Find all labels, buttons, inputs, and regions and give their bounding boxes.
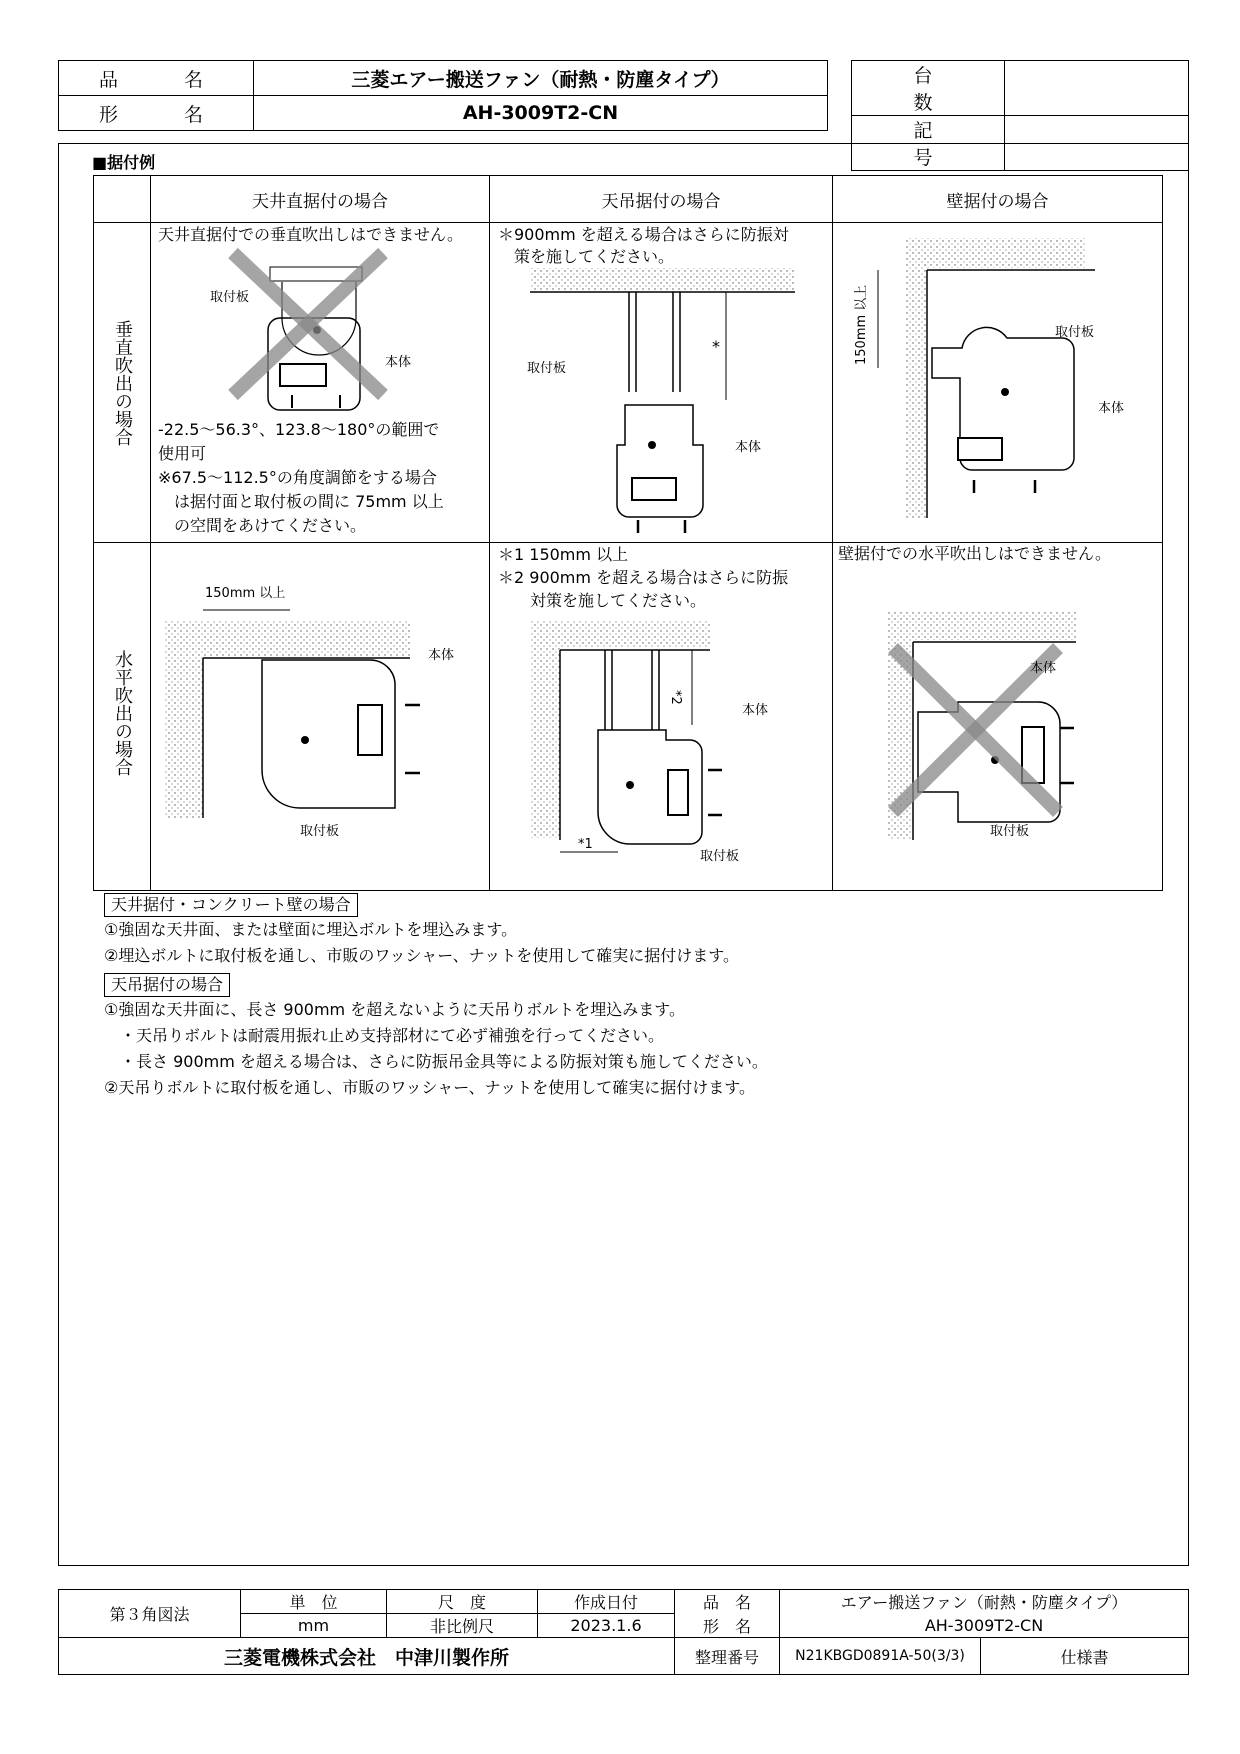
instructions (104, 893, 768, 1101)
r1c1-line: は据付面と取付板の間に 75mm 以上 (158, 492, 444, 511)
label-dim-150: 150mm 以上 (854, 284, 869, 365)
label-mounting-plate: 取付板 (990, 824, 1030, 839)
col-header-suspended: 天吊据付の場合 (490, 176, 833, 223)
r1c1-line: 使用可 (158, 444, 207, 463)
label-body: 本体 (742, 703, 769, 718)
footer-ref-value: N21KBGD0891A-50(3/3) (780, 1638, 981, 1675)
label-dim-150: 150mm 以上 (205, 586, 286, 601)
instruction-box-suspended: 天吊据付の場合 (104, 973, 230, 997)
instruction-line: ①強固な天井面に、長さ 900mm を超えないように天吊りボルトを埋込みます。 (104, 1000, 685, 1019)
diagram-ceiling-horizontal (165, 586, 454, 839)
col-header-wall: 壁据付の場合 (833, 176, 1163, 223)
model-label: 形 名 (59, 96, 254, 131)
footer-unit-label: 単 位 (241, 1590, 387, 1614)
footer-scale-value: 非比例尺 (387, 1614, 538, 1638)
label-body: 本体 (1098, 401, 1125, 416)
label-body: 本体 (385, 355, 412, 370)
label-star: * (712, 337, 720, 356)
count-label: 台 数 (852, 61, 1005, 116)
label-mounting-plate: 取付板 (210, 290, 250, 305)
label-mounting-plate: 取付板 (700, 849, 740, 864)
footer-projection: 第３角図法 (59, 1590, 241, 1638)
model-value: AH-3009T2-CN (254, 96, 828, 131)
instruction-box-ceiling: 天井据付・コンクリート壁の場合 (104, 893, 358, 917)
footer-model-label: 形 名 (675, 1614, 780, 1638)
row-header-vertical-text: 垂直吹出の場合 (112, 320, 133, 446)
product-name-label: 品 名 (59, 61, 254, 96)
diagram-suspended-vertical (527, 268, 795, 533)
diagram-suspended-horizontal (530, 620, 768, 864)
r2c3-note: 壁据付での水平吹出しはできません。 (838, 544, 1111, 563)
r1c1-line: -22.5～56.3°、123.8～180°の範囲で (158, 420, 440, 439)
product-name-value: 三菱エアー搬送ファン（耐熱・防塵タイプ） (254, 61, 828, 96)
instruction-line: ・長さ 900mm を超える場合は、さらに防振吊金具等による防振対策も施してください。 (104, 1052, 768, 1071)
diagram-ceiling-vertical (210, 253, 411, 410)
r1c1-line: ※67.5～112.5°の角度調節をする場合 (158, 468, 437, 487)
col-header-ceiling: 天井直据付の場合 (151, 176, 490, 223)
r1c2-line: 策を施してください。 (498, 247, 675, 266)
footer-model-value: AH-3009T2-CN (780, 1614, 1189, 1638)
r1c1-line: の空間をあけてください。 (158, 516, 367, 535)
footer-date-value: 2023.1.6 (538, 1614, 675, 1638)
row-header-horizontal-text: 水平吹出の場合 (112, 650, 133, 776)
r2c2-line: ＊1 150mm 以上 (498, 545, 629, 564)
instruction-line: ②埋込ボルトに取付板を通し、市販のワッシャー、ナットを使用して確実に据付けます。 (104, 946, 739, 965)
diagram-wall-horizontal (888, 612, 1076, 840)
r2c2-line: ＊2 900mm を超える場合はさらに防振 (498, 568, 789, 587)
label-body: 本体 (1030, 661, 1057, 676)
label-mounting-plate: 取付板 (527, 361, 567, 376)
footer-table (58, 1589, 1189, 1675)
r1c2-line: ＊900mm を超える場合はさらに防振対 (498, 225, 789, 244)
diagram-wall-vertical (854, 238, 1124, 518)
instruction-line: ①強固な天井面、または壁面に埋込ボルトを埋込みます。 (104, 920, 518, 939)
footer-name-label: 品 名 (675, 1590, 780, 1614)
footer-unit-value: mm (241, 1614, 387, 1638)
section-title: ■据付例 (92, 153, 156, 172)
footer-ref-label: 整理番号 (675, 1638, 780, 1675)
footer-company: 三菱電機株式会社 中津川製作所 (59, 1638, 675, 1675)
footer-doc-type: 仕様書 (981, 1638, 1189, 1675)
label-star1: *1 (578, 837, 593, 852)
instruction-line: ②天吊りボルトに取付板を通し、市販のワッシャー、ナットを使用して確実に据付けます。 (104, 1078, 755, 1097)
label-star2: *2 (668, 690, 683, 705)
instruction-line: ・天吊りボルトは耐震用振れ止め支持部材にて必ず補強を行ってください。 (104, 1026, 665, 1045)
label-body: 本体 (735, 440, 762, 455)
footer-date-label: 作成日付 (538, 1590, 675, 1614)
label-mounting-plate: 取付板 (1055, 325, 1095, 340)
footer-name-value: エアー搬送ファン（耐熱・防塵タイプ） (780, 1590, 1189, 1614)
r1c1-note-top: 天井直据付での垂直吹出しはできません。 (158, 225, 463, 244)
label-mounting-plate: 取付板 (300, 824, 340, 839)
footer-scale-label: 尺 度 (387, 1590, 538, 1614)
symbol-label: 記 号 (852, 116, 1005, 171)
label-body: 本体 (428, 648, 455, 663)
r2c2-line: 対策を施してください。 (498, 591, 707, 610)
